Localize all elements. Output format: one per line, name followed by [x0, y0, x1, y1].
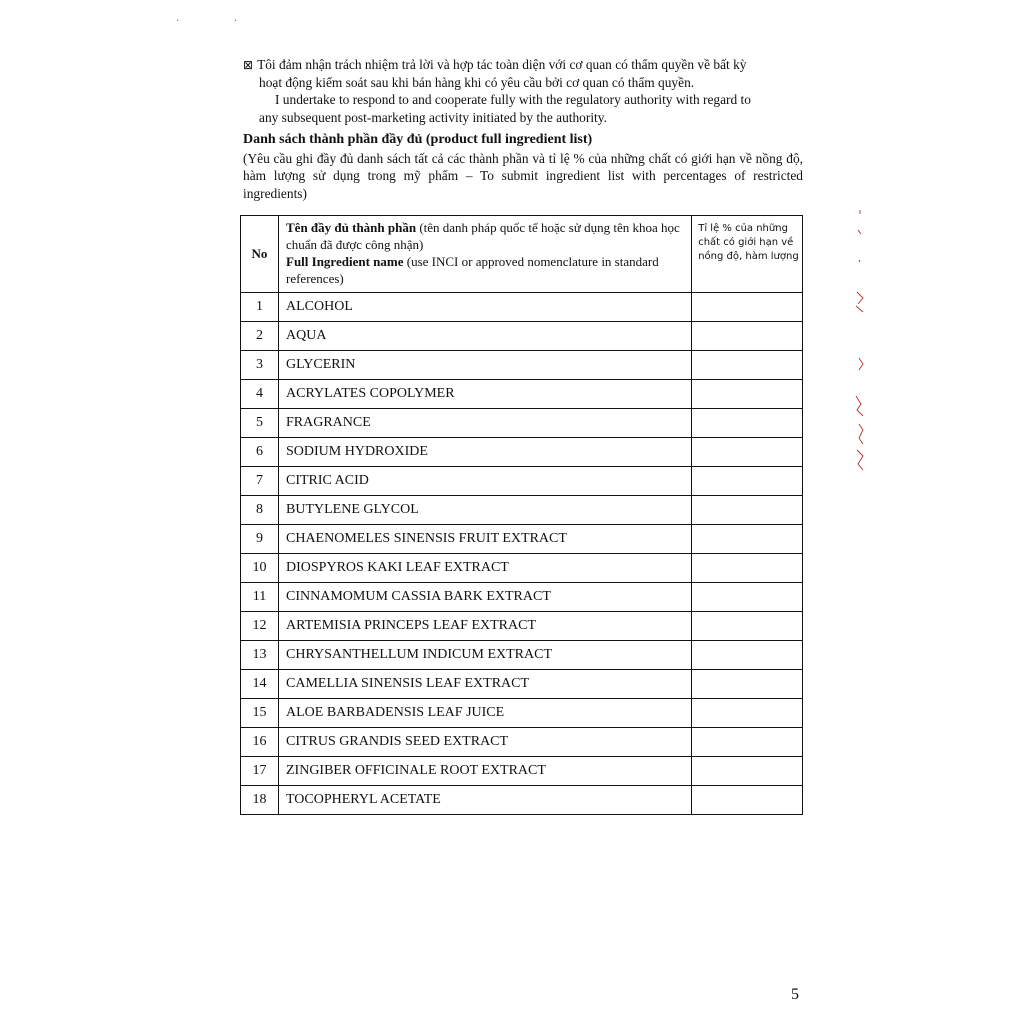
ingredient-percentage: [692, 322, 803, 351]
row-number: 10: [241, 554, 279, 583]
table-row: [241, 438, 803, 467]
ingredient-percentage: [692, 583, 803, 612]
declaration-en-line-1: I undertake to respond to and cooperate fully with the regulatory authority with regard to: [275, 92, 751, 108]
ingredient-list-note: (Yêu cầu ghi đầy đủ danh sách tất cả các thành phần và tỉ lệ % của những chất có giới hạn về nồng độ, hàm lượng sử dụng trong mỹ phẩm – To submit ingredient list with percentages of restricted ingredients): [243, 151, 803, 201]
declaration-vn-line-2: hoạt động kiểm soát sau khi bán hàng khi có yêu cầu bởi cơ quan có thẩm quyền.: [259, 75, 695, 91]
ingredient-percentage: [692, 612, 803, 641]
row-number: 7: [241, 467, 279, 496]
row-number: 16: [241, 728, 279, 757]
table-row: [241, 467, 803, 496]
table-row: [241, 409, 803, 438]
table-row: [241, 322, 803, 351]
ingredient-name: GLYCERIN: [279, 351, 692, 380]
row-number: 4: [241, 380, 279, 409]
declaration-vn-line-1: ⊠ Tôi đảm nhận trách nhiệm trả lời và hợp tác toàn diện với cơ quan có thẩm quyền về bất kỳ: [243, 57, 747, 72]
ingredient-percentage: [692, 496, 803, 525]
row-number: 18: [241, 786, 279, 815]
table-header-row: [241, 216, 803, 293]
ingredient-name: CINNAMOMUM CASSIA BARK EXTRACT: [279, 583, 692, 612]
row-number: 13: [241, 641, 279, 670]
table-row: [241, 351, 803, 380]
table-row: [241, 554, 803, 583]
ingredient-percentage: [692, 554, 803, 583]
ingredient-name: BUTYLENE GLYCOL: [279, 496, 692, 525]
ingredient-name: TOCOPHERYL ACETATE: [279, 786, 692, 815]
row-number: 1: [241, 293, 279, 322]
stamp-marks-margin: [849, 208, 871, 478]
ingredient-percentage: [692, 467, 803, 496]
table-row: [241, 496, 803, 525]
ingredient-name: SODIUM HYDROXIDE: [279, 438, 692, 467]
table-row: [241, 525, 803, 554]
header-no: No: [241, 216, 279, 293]
ingredient-name: CHRYSANTHELLUM INDICUM EXTRACT: [279, 641, 692, 670]
ingredient-percentage: [692, 293, 803, 322]
header-percentage: Tỉ lệ % của những chất có giới hạn về nồng độ, hàm lượng: [692, 216, 803, 293]
table-row: [241, 757, 803, 786]
table-row: [241, 728, 803, 757]
page-number: 5: [791, 986, 799, 1003]
table-row: [241, 670, 803, 699]
row-number: 14: [241, 670, 279, 699]
table-row: [241, 612, 803, 641]
ingredient-percentage: [692, 380, 803, 409]
ingredient-percentage: [692, 728, 803, 757]
row-number: 12: [241, 612, 279, 641]
ingredient-name: CAMELLIA SINENSIS LEAF EXTRACT: [279, 670, 692, 699]
row-number: 8: [241, 496, 279, 525]
ingredient-percentage: [692, 351, 803, 380]
ingredient-percentage: [692, 438, 803, 467]
row-number: 6: [241, 438, 279, 467]
ingredient-name: CITRUS GRANDIS SEED EXTRACT: [279, 728, 692, 757]
row-number: 11: [241, 583, 279, 612]
ingredient-percentage: [692, 409, 803, 438]
ingredient-table: [240, 215, 803, 815]
ingredient-percentage: [692, 786, 803, 815]
table-row: [241, 641, 803, 670]
checked-box-icon: ⊠: [243, 58, 254, 72]
declaration-en-line-2: any subsequent post-marketing activity initiated by the authority.: [259, 109, 607, 125]
ingredient-name: CITRIC ACID: [279, 467, 692, 496]
ingredient-name: ARTEMISIA PRINCEPS LEAF EXTRACT: [279, 612, 692, 641]
table-row: [241, 699, 803, 728]
table-row: [241, 380, 803, 409]
row-number: 17: [241, 757, 279, 786]
ingredient-name: FRAGRANCE: [279, 409, 692, 438]
ingredient-name: DIOSPYROS KAKI LEAF EXTRACT: [279, 554, 692, 583]
ingredient-name: AQUA: [279, 322, 692, 351]
ingredient-name: CHAENOMELES SINENSIS FRUIT EXTRACT: [279, 525, 692, 554]
ingredient-percentage: [692, 699, 803, 728]
table-row: [241, 293, 803, 322]
row-number: 5: [241, 409, 279, 438]
ingredient-name: ZINGIBER OFFICINALE ROOT EXTRACT: [279, 757, 692, 786]
table-row: [241, 786, 803, 815]
declaration-block: [243, 56, 803, 126]
row-number: 15: [241, 699, 279, 728]
table-row: [241, 583, 803, 612]
header-ingredient-name: Tên đầy đủ thành phần (tên danh pháp quốc tế hoặc sử dụng tên khoa học chuẩn đã được công nhận) Full Ingredient name (use INCI or approved nomenclature in standard references): [279, 216, 692, 293]
ingredient-percentage: [692, 757, 803, 786]
row-number: 2: [241, 322, 279, 351]
ingredient-list-title: Danh sách thành phần đầy đủ (product full ingredient list): [243, 132, 593, 147]
ingredient-percentage: [692, 525, 803, 554]
row-number: 9: [241, 525, 279, 554]
row-number: 3: [241, 351, 279, 380]
scan-specks: · ·: [176, 16, 264, 27]
ingredient-name: ALCOHOL: [279, 293, 692, 322]
ingredient-name: ALOE BARBADENSIS LEAF JUICE: [279, 699, 692, 728]
ingredient-name: ACRYLATES COPOLYMER: [279, 380, 692, 409]
ingredient-percentage: [692, 670, 803, 699]
ingredient-percentage: [692, 641, 803, 670]
